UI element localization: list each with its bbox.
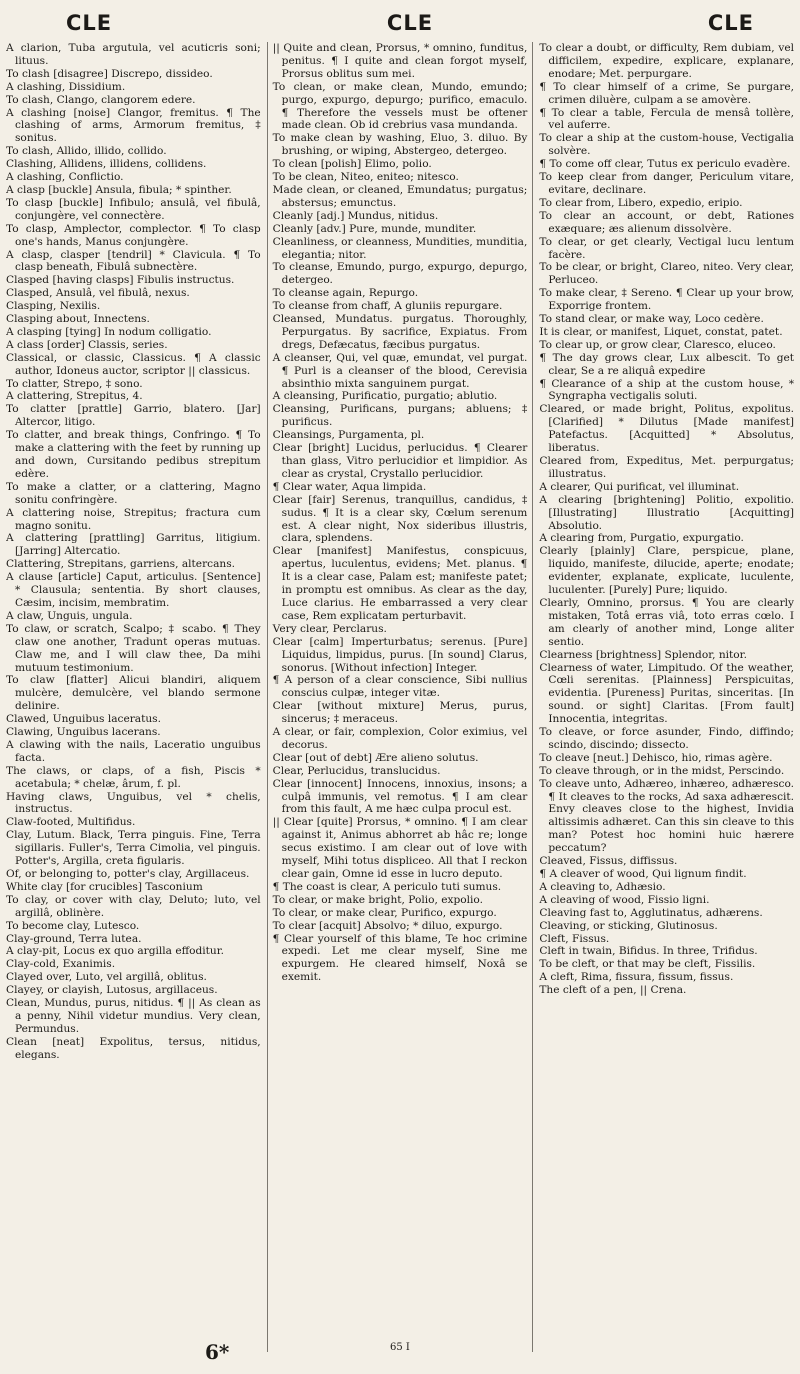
dictionary-entry: Clay-ground, Terra lutea. — [6, 932, 142, 945]
text-columns — [6, 42, 794, 1352]
dictionary-entry: A clawing with the nails, Laceratio unguibus facta. — [6, 738, 261, 764]
column-left — [6, 42, 261, 1352]
dictionary-entry: Clearness of water, Limpitudo. Of the weather, Cœli serenitas. [Plainness] Perspicuitas, evidentia. [Pureness] Puritas, sinceritas. [In sound. or sight] Claritas. [From fault] Innocentia, integritas. — [539, 661, 795, 726]
dictionary-entry: ¶ To clear a table, Fercula de mensâ tollère, vel auferre. — [539, 106, 795, 132]
dictionary-entry: || Clear [quite] Prorsus, * omnino. ¶ I am clear against it, Animus abhorret ab hâc re; longe secus existimo. I am clear out of love with myself, Mihi totus displiceo. All that I reckon clear gain, Omne id esse in lucro deputo. — [272, 816, 528, 880]
dictionary-entry: Cleanliness, or cleanness, Mundities, munditia, elegantia; nitor. — [272, 235, 528, 261]
dictionary-entry: Cleaving fast to, Agglutinatus, adhærens. — [539, 906, 763, 919]
dictionary-entry: A clasp, clasper [tendril] * Clavicula. ¶ To clasp beneath, Fibulâ subnectère. — [6, 248, 261, 274]
dictionary-entry: || Quite and clean, Prorsus, * omnino, funditus, penitus. ¶ I quite and clean forgot myself, Prorsus oblitus sum mei. — [272, 42, 528, 80]
dictionary-entry: To make clean by washing, Eluo, 3. diluo. By brushing, or wiping, Abstergeo, detergeo. — [272, 132, 528, 158]
dictionary-entry: A claw, Unguis, ungula. — [6, 609, 133, 622]
dictionary-entry: A clear, or fair, complexion, Color eximius, vel decorus. — [272, 726, 528, 751]
dictionary-entry: To clasp, Amplector, complector. ¶ To clasp one's hands, Manus conjungère. — [6, 222, 261, 248]
column-middle — [267, 42, 534, 1352]
dictionary-entry: A clashing, Conflictio. — [6, 171, 124, 184]
dictionary-entry: To clear, or make bright, Polio, expolio. — [272, 893, 483, 906]
signature-mark: 6* — [205, 1340, 230, 1364]
dictionary-entry: Cleanly [adj.] Mundus, nitidus. — [272, 209, 439, 222]
dictionary-entry: Clasping, Nexilis. — [6, 300, 101, 313]
dictionary-entry: Clear [manifest] Manifestus, conspicuus, apertus, luculentus, evidens; Met. planus. ¶ It is a clear case, Palam est; manifeste patet; in promptu est omnibus. As clear as the day, Luce clarius. He embarrassed a very clear case, Rem explicatam perturbavit. — [272, 545, 528, 622]
dictionary-entry: To clasp [buckle] Infibulo; ansulâ, vel fibulâ, conjungère, vel connectère. — [6, 196, 261, 222]
dictionary-entry: A cleaving of wood, Fissio ligni. — [539, 893, 710, 906]
dictionary-entry: A clashing [noise] Clangor, fremitus. ¶ The clashing of arms, Armorum fremitus, ‡ sonitus. — [6, 106, 261, 145]
dictionary-entry: Cleanly [adv.] Pure, munde, munditer. — [272, 222, 477, 235]
dictionary-entry: To clash, Allido, illido, collido. — [6, 145, 167, 158]
dictionary-entry: To clear, or make clear, Purifico, expurgo. — [272, 906, 497, 919]
dictionary-entry: To clatter, Strepo, ‡ sono. — [6, 377, 143, 390]
dictionary-entry: To make clear, ‡ Sereno. ¶ Clear up your brow, Exporrige frontem. — [539, 287, 795, 313]
dictionary-entry: A clattering [prattling] Garritus, litigium. [Jarring] Altercatio. — [6, 532, 261, 558]
dictionary-entry: ¶ To come off clear, Tutus ex periculo evadère. — [539, 158, 791, 171]
dictionary-entry: ¶ The day grows clear, Lux albescit. To get clear, Se a re aliquâ expedire — [539, 351, 795, 377]
dictionary-entry: Classical, or classic, Classicus. ¶ A classic author, Idoneus auctor, scriptor || classicus. — [6, 351, 261, 377]
dictionary-entry: A cleaving to, Adhæsio. — [539, 880, 666, 893]
dictionary-entry: Clear [bright] Lucidus, perlucidus. ¶ Clearer than glass, Vitro perlucidior et limpidior. As clear as crystal, Crystallo perlucidior. — [272, 442, 528, 480]
dictionary-entry: Clayed over, Luto, vel argillâ, oblitus. — [6, 971, 207, 984]
dictionary-entry: A clasp [buckle] Ansula, fibula; * spinther. — [6, 183, 232, 196]
dictionary-entry: To clear up, or grow clear, Claresco, eluceo. — [539, 338, 776, 351]
header-right: CLE — [707, 11, 754, 35]
dictionary-entry: To cleave through, or in the midst, Perscindo. — [539, 764, 785, 777]
dictionary-entry: A clashing, Dissidium. — [6, 80, 126, 93]
dictionary-entry: To claw, or scratch, Scalpo; ‡ scabo. ¶ They claw one another, Tradunt operas mutuas. Claw me, and I will claw thee, Da mihi mutuum testimonium. — [6, 622, 261, 674]
dictionary-entry: To clear a doubt, or difficulty, Rem dubiam, vel difficilem, expedire, explicare, explanare, enodare; Met. perpurgare. — [539, 42, 795, 80]
dictionary-entry: To clear [acquit] Absolvo; * diluo, expurgo. — [272, 919, 503, 932]
dictionary-entry: Cleft in twain, Bifidus. In three, Trifidus. — [539, 945, 758, 958]
dictionary-entry: A clause [article] Caput, articulus. [Sentence] * Clausula; sententia. By short clauses, Cæsim, incisim, membratim. — [6, 571, 261, 609]
dictionary-entry: To cleave unto, Adhæreo, inhæreo, adhæresco. ¶ It cleaves to the rocks, Ad saxa adhærescit. Envy cleaves close to the highest, Invidia altissimis adhæret. Can this sin cleave to this man? Potest hoc homini huic hærere peccatum? — [539, 777, 795, 855]
dictionary-entry: Clay, Lutum. Black, Terra pinguis. Fine, Terra sigillaris. Fuller's, Terra Cimolia, vel pinguis. Potter's, Argilla, creta figularis. — [6, 829, 261, 868]
dictionary-entry: Clean [neat] Expolitus, tersus, nitidus, elegans. — [6, 1035, 261, 1061]
dictionary-entry: ¶ A person of a clear conscience, Sibi nullius conscius culpæ, integer vitæ. — [272, 674, 528, 700]
dictionary-entry: Cleansings, Purgamenta, pl. — [272, 429, 425, 442]
dictionary-entry: Clean, Mundus, purus, nitidus. ¶ || As clean as a penny, Nihil videtur mundius. Very clean, Permundus. — [6, 997, 261, 1035]
dictionary-entry: Clear [innocent] Innocens, innoxius, insons; a culpâ immunis, vel remotus. ¶ I am clear from this fault, A me hæc culpa procul est. — [272, 777, 528, 816]
dictionary-entry: Clay-cold, Exanimis. — [6, 958, 116, 971]
dictionary-entry: Clawing, Unguibus lacerans. — [6, 726, 161, 739]
page-marker: 65 I — [390, 1342, 410, 1353]
dictionary-entry: Made clean, or cleaned, Emundatus; purgatus; abstersus; emunctus. — [272, 183, 528, 209]
column-right — [539, 42, 794, 1352]
dictionary-entry: A clattering noise, Strepitus; fractura cum magno sonitu. — [6, 506, 261, 532]
dictionary-entry: A cleft, Rima, fissura, fissum, fissus. — [539, 971, 734, 984]
dictionary-entry: Very clear, Perclarus. — [272, 622, 387, 635]
dictionary-entry: Clashing, Allidens, illidens, collidens. — [6, 158, 207, 171]
dictionary-entry: A clearing [brightening] Politio, expolitio. [Illustrating] Illustratio [Acquitting] Absolutio. — [539, 493, 795, 532]
dictionary-entry: Clayey, or clayish, Lutosus, argillaceus. — [6, 984, 218, 997]
dictionary-entry: To cleave, or force asunder, Findo, diffindo; scindo, discindo; dissecto. — [539, 726, 795, 751]
dictionary-entry: To be clean, Niteo, eniteo; nitesco. — [272, 171, 459, 184]
dictionary-entry: To clash [disagree] Discrepo, dissideo. — [6, 67, 213, 80]
dictionary-entry: To cleanse again, Repurgo. — [272, 287, 419, 300]
dictionary-entry: To clean, or make clean, Mundo, emundo; purgo, expurgo, depurgo; purifico, emaculo. ¶ Therefore the vessels must be oftener made clean. Ob id crebrius vasa mundanda. — [272, 80, 528, 132]
dictionary-entry: Clearness [brightness] Splendor, nitor. — [539, 648, 747, 661]
dictionary-entry: White clay [for crucibles] Tasconium — [6, 880, 203, 893]
header-left: CLE — [66, 11, 113, 35]
dictionary-entry: To be cleft, or that may be cleft, Fissilis. — [539, 958, 756, 971]
dictionary-entry: Clearly, Omnino, prorsus. ¶ You are clearly mistaken, Totâ erras viâ, toto erras cœlo. I am clearly of another mind, Longe aliter sentio. — [539, 596, 795, 648]
dictionary-entry: To clash, Clango, clangorem edere. — [6, 93, 196, 106]
dictionary-entry: Clasped, Ansulâ, vel fibulâ, nexus. — [6, 287, 190, 300]
dictionary-entry: Cleared, or made bright, Politus, expolitus. [Clarified] * Dilutus [Made manifest] Patefactus. [Acquitted] * Absolutus, liberatus. — [539, 403, 795, 455]
dictionary-entry: To clear, or get clearly, Vectigal lucu lentum facère. — [539, 235, 795, 261]
dictionary-entry: Clear [without mixture] Merus, purus, sincerus; ‡ meraceus. — [272, 700, 528, 726]
dictionary-entry: To clear from, Libero, expedio, eripio. — [539, 196, 743, 209]
dictionary-entry: Claw-footed, Multifidus. — [6, 816, 136, 829]
dictionary-entry: A cleanser, Qui, vel quæ, emundat, vel purgat. ¶ Purl is a cleanser of the blood, Cerevisia absinthio mixta sanguinem purgat. — [272, 351, 528, 390]
dictionary-entry: Clear [calm] Imperturbatus; serenus. [Pure] Liquidus, limpidus, purus. [In sound] Clarus, sonorus. [Without infection] Integer. — [272, 635, 528, 674]
dictionary-entry: A class [order] Classis, series. — [6, 338, 168, 351]
dictionary-entry: A clay-pit, Locus ex quo argilla effoditur. — [6, 945, 225, 958]
dictionary-entry: To be clear, or bright, Clareo, niteo. Very clear, Perluceo. — [539, 261, 795, 287]
dictionary-entry: To become clay, Lutesco. — [6, 919, 140, 932]
dictionary-entry: Clattering, Strepitans, garriens, altercans. — [6, 558, 236, 571]
dictionary-entry: Clasping about, Innectens. — [6, 313, 150, 326]
dictionary-entry: A clearing from, Purgatio, expurgatio. — [539, 532, 744, 545]
dictionary-entry: The claws, or claps, of a fish, Piscis * acetabula; * chelæ, ârum, f. pl. — [6, 764, 261, 790]
dictionary-entry: Clear, Perlucidus, translucidus. — [272, 764, 441, 777]
running-header — [6, 8, 794, 38]
dictionary-entry: ¶ A cleaver of wood, Qui lignum findit. — [539, 868, 747, 880]
dictionary-entry: A clattering, Strepitus, 4. — [6, 390, 143, 403]
dictionary-entry: To claw [flatter] Alicui blandiri, aliquem mulcère, demulcère, vel blando sermone delinire. — [6, 674, 261, 713]
dictionary-entry: To clay, or cover with clay, Deluto; luto, vel argillâ, oblinère. — [6, 893, 261, 919]
dictionary-entry: To cleanse from chaff, A gluniis repurgare. — [272, 300, 503, 313]
dictionary-entry: Cleaving, or sticking, Glutinosus. — [539, 919, 718, 932]
dictionary-entry: To clear an account, or debt, Rationes exæquare; æs alienum dissolvère. — [539, 209, 795, 235]
dictionary-entry: Cleansed, Mundatus. purgatus. Thoroughly, Perpurgatus. By sacrifice, Expiatus. From dregs, Defæcatus, fæcibus purgatus. — [272, 313, 528, 351]
dictionary-entry: Cleft, Fissus. — [539, 932, 610, 945]
dictionary-entry: Cleansing, Purificans, purgans; abluens; ‡ purificus. — [272, 403, 528, 429]
dictionary-entry: Cleaved, Fissus, diffissus. — [539, 855, 678, 868]
dictionary-entry: Of, or belonging to, potter's clay, Argillaceus. — [6, 868, 250, 880]
dictionary-entry: Clearly [plainly] Clare, perspicue, plane, liquido, manifeste, dilucide, aperte; enodate; evidenter, explanate, explicate, luculente, luculenter. [Purely] Pure; liquido. — [539, 545, 795, 597]
dictionary-entry: To clean [polish] Elimo, polio. — [272, 158, 432, 171]
header-center: CLE — [386, 11, 434, 35]
dictionary-entry: Cleared from, Expeditus, Met. perpurgatus; illustratus. — [539, 455, 795, 480]
dictionary-entry: To stand clear, or make way, Loco cedère. — [539, 313, 764, 326]
dictionary-entry: To make a clatter, or a clattering, Magno sonitu confringère. — [6, 480, 261, 506]
dictionary-entry: To clatter, and break things, Confringo. ¶ To make a clattering with the feet by running up and down, Cursitando pedibus strepitum edère. — [6, 429, 261, 480]
dictionary-entry: Clawed, Unguibus laceratus. — [6, 713, 161, 726]
dictionary-entry: It is clear, or manifest, Liquet, constat, patet. — [539, 325, 783, 338]
dictionary-entry: A cleansing, Purificatio, purgatio; ablutio. — [272, 390, 498, 403]
dictionary-entry: Clear [out of debt] Ære alieno solutus. — [272, 751, 479, 764]
dictionary-entry: The cleft of a pen, || Crena. — [539, 984, 687, 997]
dictionary-entry: ¶ Clear water, Aqua limpida. — [272, 480, 427, 493]
page-footer — [0, 1340, 800, 1370]
dictionary-entry: To keep clear from danger, Periculum vitare, evitare, declinare. — [539, 171, 795, 196]
dictionary-entry: A clearer, Qui purificat, vel illuminat. — [539, 480, 740, 493]
dictionary-entry: ¶ To clear himself of a crime, Se purgare, crimen diluère, culpam a se amovère. — [539, 80, 795, 106]
dictionary-entry: ¶ Clear yourself of this blame, Te hoc crimine expedi. Let me clear myself, Sine me expurgem. He cleared himself, Noxâ se exemit. — [272, 932, 528, 984]
dictionary-entry: A clasping [tying] In nodum colligatio. — [6, 325, 212, 338]
dictionary-entry: A clarion, Tuba argutula, vel acuticris soni; lituus. — [6, 42, 261, 67]
dictionary-entry: Clasped [having clasps] Fibulis instructus. — [6, 274, 235, 287]
dictionary-entry: To cleanse, Emundo, purgo, expurgo, depurgo, detergeo. — [272, 261, 528, 287]
dictionary-entry: ¶ Clearance of a ship at the custom house, * Syngrapha vectigalis soluti. — [539, 377, 795, 403]
dictionary-entry: ¶ The coast is clear, A periculo tuti sumus. — [272, 880, 502, 893]
dictionary-entry: Clear [fair] Serenus, tranquillus, candidus, ‡ sudus. ¶ It is a clear sky, Cœlum serenum est. A clear night, Nox sideribus illustris, clara, splendens. — [272, 493, 528, 545]
dictionary-entry: To clear a ship at the custom-house, Vectigalia solvère. — [539, 132, 795, 158]
dictionary-entry: To clatter [prattle] Garrio, blatero. [Jar] Altercor, litigo. — [6, 403, 261, 429]
dictionary-entry: Having claws, Unguibus, vel * chelis, instructus. — [6, 790, 261, 816]
dictionary-entry: To cleave [neut.] Dehisco, hio, rimas agère. — [539, 751, 773, 764]
